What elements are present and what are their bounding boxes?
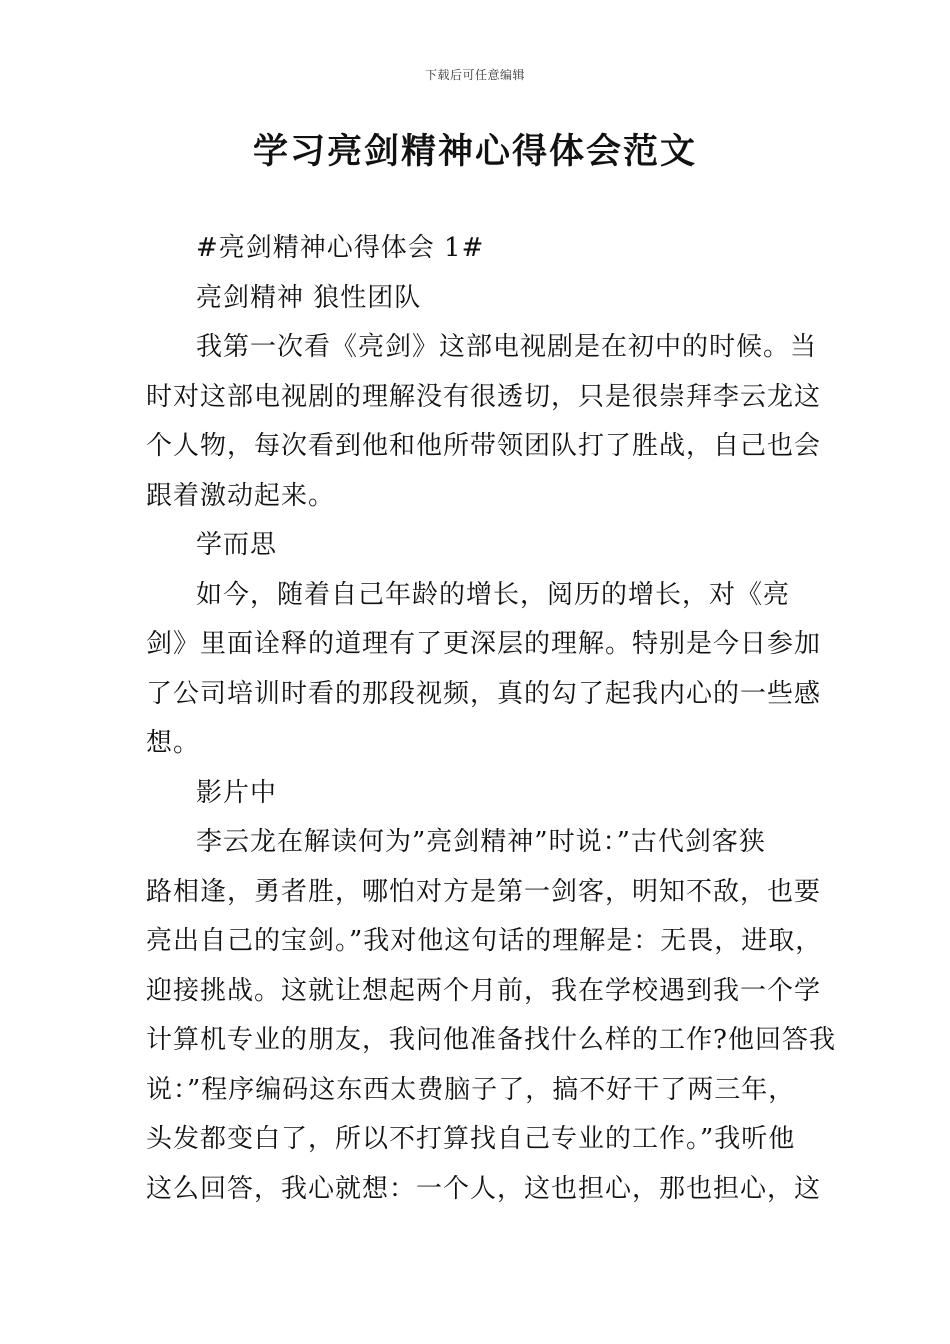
paragraph-line: 计算机专业的朋友，我问他准备找什么样的工作?他回答我 xyxy=(146,1025,836,1055)
paragraph xyxy=(146,571,826,769)
paragraph-line: 时对这部电视剧的理解没有很透切，只是很崇拜李云龙这 xyxy=(146,381,822,412)
paragraph xyxy=(146,769,826,819)
paragraph-line: 我第一次看《亮剑》这部电视剧是在初中的时候。当 xyxy=(196,332,818,362)
paragraph-line: 迎接挑战。这就让想起两个月前，我在学校遇到我一个学 xyxy=(146,975,822,1006)
paragraph-line: 学而思 xyxy=(196,530,278,560)
paragraph-line: 个人物，每次看到他和他所带领团队打了胜战，自己也会 xyxy=(146,431,822,461)
paragraph-line: 如今，随着自己年龄的增长，阅历的增长，对《亮 xyxy=(196,579,791,610)
paragraph-line: #亮剑精神心得体会 1# xyxy=(196,233,485,263)
paragraph xyxy=(146,323,826,521)
paragraph-line: 这么回答，我心就想：一个人，这也担心，那也担心，这 xyxy=(146,1173,822,1204)
paragraph-line: 了公司培训时看的那段视频，真的勾了起我内心的一些感 xyxy=(146,678,822,709)
paragraph xyxy=(146,521,826,571)
paragraph-line: 跟着激动起来。 xyxy=(146,480,336,511)
paragraph xyxy=(146,224,826,274)
paragraph xyxy=(146,274,826,324)
document-title: 学习亮剑精神心得体会范文 xyxy=(252,132,697,172)
paragraph xyxy=(146,818,836,1214)
document-body xyxy=(146,224,836,1214)
paragraph-line: 李云龙在解读何为”亮剑精神”时说：”古代剑客狭 xyxy=(196,827,766,857)
paragraph-line: 亮剑精神 狼性团队 xyxy=(196,282,422,313)
paragraph-line: 想。 xyxy=(146,728,201,758)
paragraph-line: 剑》里面诠释的道理有了更深层的理解。特别是今日参加 xyxy=(146,629,822,659)
paragraph-line: 头发都变白了，所以不打算找自己专业的工作。”我听他 xyxy=(146,1124,796,1154)
paragraph-line: 影片中 xyxy=(196,777,278,808)
paragraph-line: 路相逢，勇者胜，哪怕对方是第一剑客，明知不敌，也要 xyxy=(146,876,822,907)
header-note: 下载后可任意编辑 xyxy=(424,68,525,82)
paragraph-line: 亮出自己的宝剑。”我对他这句话的理解是：无畏，进取， xyxy=(146,926,823,956)
paragraph-line: 说：”程序编码这东西太费脑子了，搞不好干了两三年， xyxy=(146,1074,796,1105)
